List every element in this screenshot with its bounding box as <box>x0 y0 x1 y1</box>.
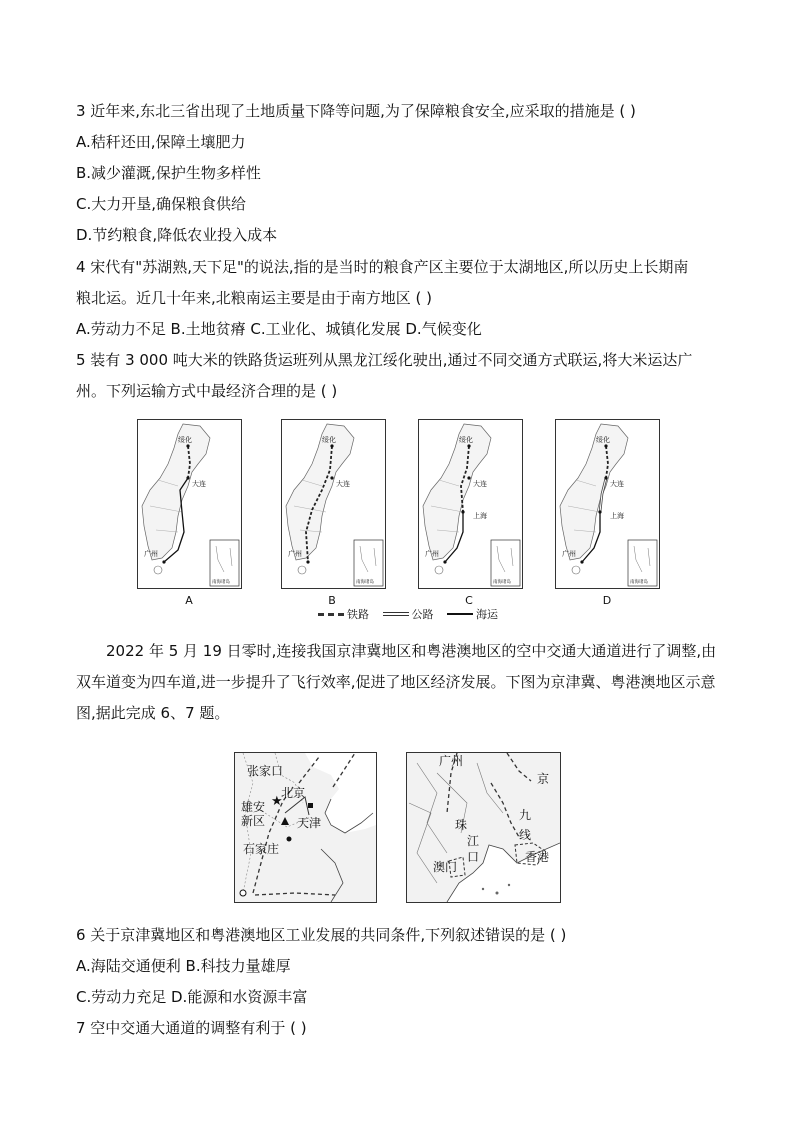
suihua-dot <box>330 444 333 447</box>
label-dalian: 大连 <box>336 480 350 488</box>
label-dalian: 大连 <box>473 480 487 488</box>
label-guangzhou: 广州 <box>425 550 439 558</box>
route-map-d <box>555 419 660 589</box>
shanghai-dot <box>598 510 601 513</box>
label-tianjin: 天津 <box>297 816 322 830</box>
china-outline <box>286 424 354 560</box>
hainan-island <box>298 566 306 574</box>
route-map-a <box>137 419 242 589</box>
legend-road-swatch <box>383 612 409 616</box>
panel-label-a: A <box>185 594 193 607</box>
q4-options: A.劳动力不足 B.土地贫瘠 C.工业化、城镇化发展 D.气候变化 <box>76 320 482 338</box>
q6-stem: 6 关于京津冀地区和粤港澳地区工业发展的共同条件,下列叙述错误的是 ( ) <box>76 926 567 944</box>
island <box>496 892 499 895</box>
q4-stem-line2: 粮北运。近几十年来,北粮南运主要是由于南方地区 ( ) <box>76 289 433 307</box>
label-shijiazhuang: 石家庄 <box>243 842 280 856</box>
label-zhangjiakou: 张家口 <box>247 764 284 778</box>
q6-options-2: C.劳动力充足 D.能源和水资源丰富 <box>76 988 308 1006</box>
q7-stem: 7 空中交通大通道的调整有利于 ( ) <box>76 1019 307 1037</box>
dalian-dot <box>604 476 607 479</box>
china-outline <box>560 424 628 560</box>
label-guangzhou: 广州 <box>288 550 302 558</box>
dalian-dot <box>186 476 189 479</box>
city-marker <box>240 890 246 896</box>
label-jiu: 九 <box>519 808 532 822</box>
shijiazhuang-dot <box>287 837 292 842</box>
q5-stem-line1: 5 装有 3 000 吨大米的铁路货运班列从黑龙江绥化驶出,通过不同交通方式联运,将大米运达广 <box>76 351 693 369</box>
inset-caption: 南海诸岛 <box>493 580 511 585</box>
dalian-dot <box>330 476 333 479</box>
passage-text: 2022 年 5 月 19 日零时,连接我国京津冀地区和粤港澳地区的空中交通大通道进行了调整,由双车道变为四车道,进一步提升了飞行效率,促进了地区经济发展。下图为京津冀、粤港澳地区示意图,据此完成 6、7 题。 <box>76 642 717 722</box>
label-guangzhou: 广州 <box>144 550 158 558</box>
shanghai-dot <box>461 510 464 513</box>
guangzhou-dot <box>306 560 309 563</box>
label-dalian: 大连 <box>192 480 206 488</box>
label-xiongan-2: 新区 <box>241 814 266 828</box>
label-jing: 京 <box>537 772 550 786</box>
legend-rail-label: 铁路 <box>347 608 369 621</box>
q3-option-b: B.减少灌溉,保护生物多样性 <box>76 164 261 182</box>
inset-caption: 南海诸岛 <box>630 580 648 585</box>
q3-stem: 3 近年来,东北三省出现了土地质量下降等问题,为了保障粮食安全,应采取的措施是 ( ) <box>76 102 636 120</box>
label-guangzhou: 广州 <box>439 754 464 768</box>
q5-stem-line2: 州。下列运输方式中最经济合理的是 ( ) <box>76 382 338 400</box>
q4-stem-line1: 4 宋代有"苏湖熟,天下足"的说法,指的是当时的粮食产区主要位于太湖地区,所以历史上长期南 <box>76 258 689 276</box>
guangzhou-dot <box>443 560 446 563</box>
suihua-dot <box>604 444 607 447</box>
suihua-dot <box>467 444 470 447</box>
route-map-c <box>418 419 523 589</box>
suihua-dot <box>186 444 189 447</box>
hainan-island <box>435 566 443 574</box>
label-suihua: 绥化 <box>459 436 473 444</box>
q6-options-1: A.海陆交通便利 B.科技力量雄厚 <box>76 957 291 975</box>
hainan-island <box>154 566 162 574</box>
q3-option-c: C.大力开垦,确保粮食供给 <box>76 195 247 213</box>
legend-sea-label: 海运 <box>476 608 498 621</box>
island <box>508 884 510 886</box>
inset-caption: 南海诸岛 <box>212 580 230 585</box>
ygw-map <box>406 752 561 903</box>
guangzhou-dot <box>162 560 165 563</box>
label-guangzhou: 广州 <box>562 550 576 558</box>
china-outline <box>423 424 491 560</box>
route-legend <box>308 606 498 622</box>
label-shanghai: 上海 <box>610 512 624 520</box>
label-suihua: 绥化 <box>322 436 336 444</box>
label-dalian: 大连 <box>610 480 624 488</box>
hainan-island <box>572 566 580 574</box>
guangzhou-dot <box>580 560 583 563</box>
label-xiongan-1: 雄安 <box>241 800 266 814</box>
label-suihua: 绥化 <box>596 436 610 444</box>
legend-rail-swatch <box>318 613 344 616</box>
label-suihua: 绥化 <box>178 436 192 444</box>
china-outline <box>142 424 210 560</box>
label-macau: 澳门 <box>433 860 458 874</box>
label-xian: 线 <box>519 828 532 842</box>
legend-sea-swatch <box>447 613 473 615</box>
jingjinji-map <box>234 752 377 903</box>
route-map-b <box>281 419 386 589</box>
island <box>482 888 484 890</box>
label-hongkong: 香港 <box>525 850 550 864</box>
tianjin-marker <box>308 803 313 808</box>
q3-option-a: A.秸秆还田,保障土壤肥力 <box>76 133 246 151</box>
label-zhu: 珠 <box>455 818 468 832</box>
label-jiang: 江 <box>467 834 480 848</box>
beijing-star-icon: ★ <box>271 794 283 809</box>
passage <box>76 636 726 729</box>
q3-option-d: D.节约粮食,降低农业投入成本 <box>76 226 278 244</box>
label-beijing: 北京 <box>281 786 306 800</box>
label-kou: 口 <box>467 850 480 864</box>
label-shanghai: 上海 <box>473 512 487 520</box>
panel-label-c: C <box>465 594 473 607</box>
panel-label-d: D <box>602 594 612 607</box>
inset-caption: 南海诸岛 <box>356 580 374 585</box>
dalian-dot <box>467 476 470 479</box>
panel-label-b: B <box>328 594 336 607</box>
legend-road-label: 公路 <box>411 608 434 621</box>
